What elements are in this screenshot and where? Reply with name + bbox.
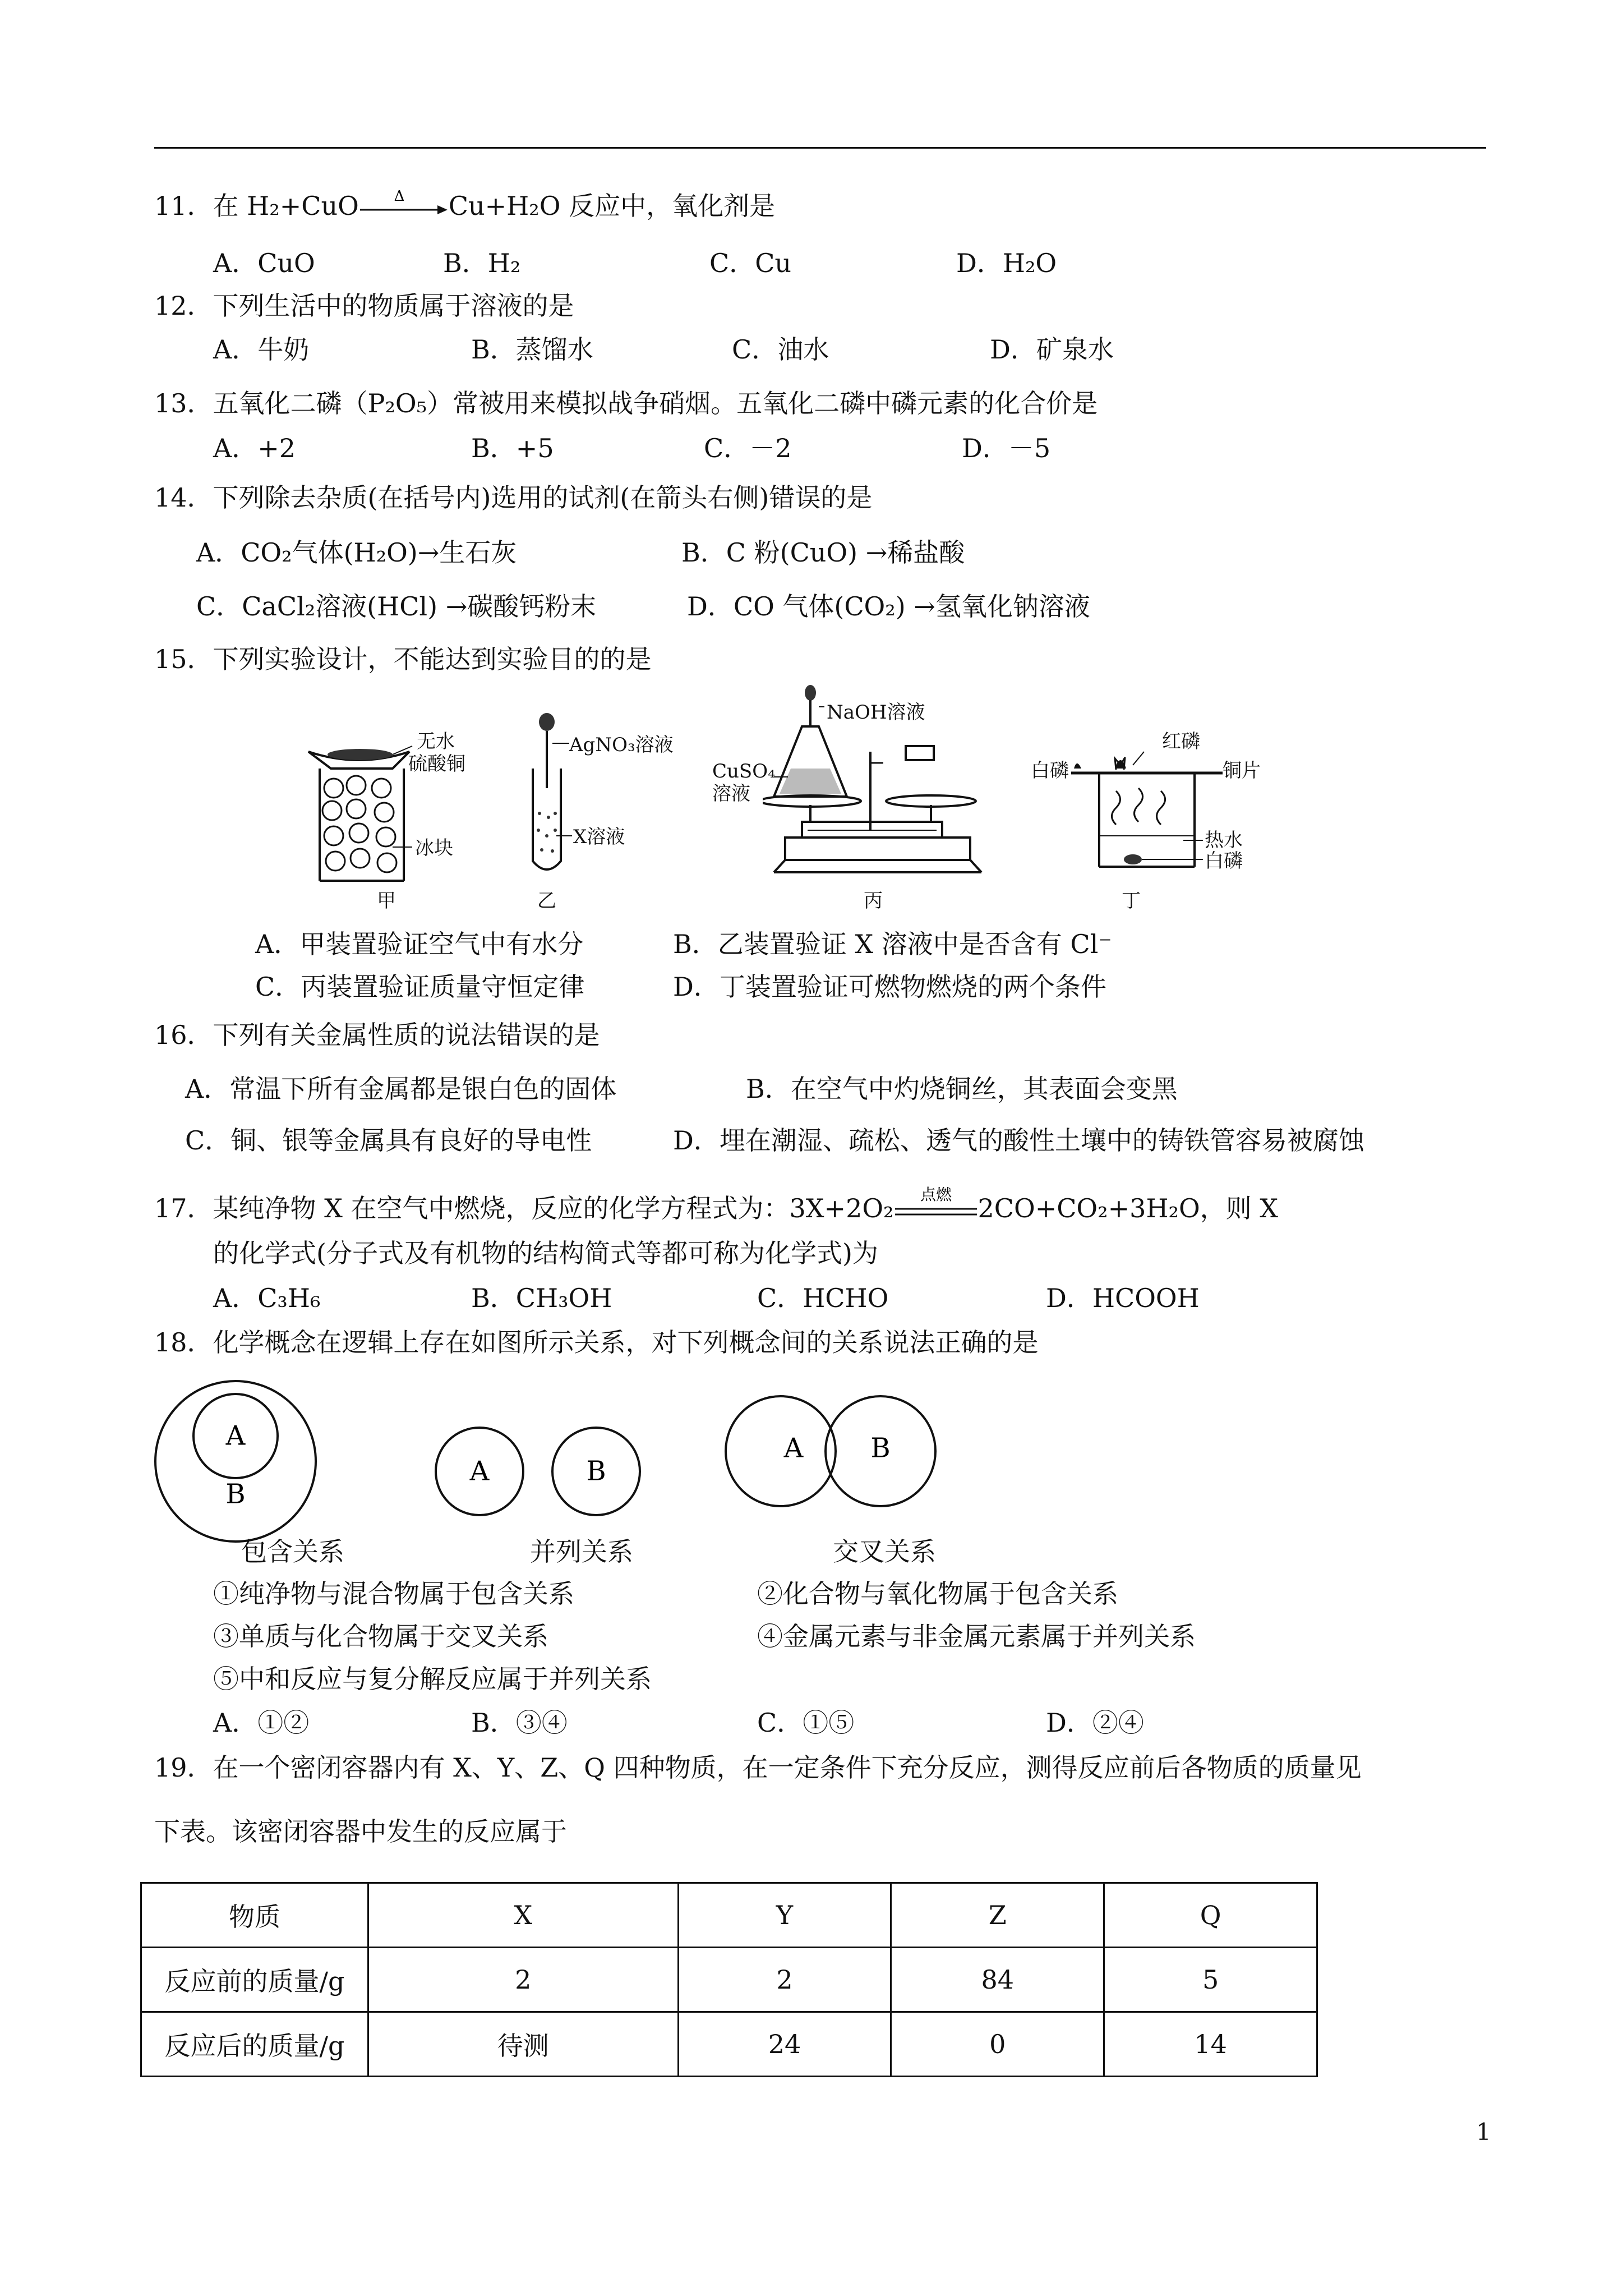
table-cell: 反应前的质量/g (141, 1948, 368, 2012)
q18-option-a: A．①② (213, 1708, 310, 1738)
mass-table (140, 1882, 1318, 2077)
jia-label-1: 无水 (417, 730, 455, 753)
q14-option-a: A．CO₂气体(H₂O)→生石灰 (196, 537, 517, 568)
q17-option-d: D．HCOOH (1046, 1283, 1200, 1313)
q15-option-d: D．丁装置验证可燃物燃烧的两个条件 (673, 972, 1106, 1002)
containing-label-b: B (225, 1478, 246, 1510)
table-cell: 2 (678, 1948, 891, 2012)
q18-statement-5: ⑤中和反应与复分解反应属于并列关系 (213, 1664, 652, 1694)
q17-reaction-sign (894, 1185, 978, 1219)
ding-label-2: 白磷 (1031, 760, 1069, 782)
q15-option-c: C．丙装置验证质量守恒定律 (255, 972, 585, 1002)
table-row (141, 2012, 1317, 2077)
table-cell: 84 (891, 1948, 1104, 2012)
q11-reaction-arrow (359, 188, 449, 217)
diagram-caption-containing: 包含关系 (241, 1536, 344, 1567)
q11-option-b: B．H₂ (443, 248, 521, 278)
q11-condition: Δ (394, 188, 405, 205)
ding-label-4: 热水 (1205, 829, 1243, 852)
q12-option-b: B．蒸馏水 (471, 334, 593, 365)
table-cell: 14 (1104, 2012, 1317, 2077)
table-header-cell: 物质 (141, 1883, 368, 1948)
question-11 (154, 190, 775, 222)
bing-label-1: NaOH溶液 (827, 701, 925, 724)
q14-option-c: C．CaCl₂溶液(HCl) →碳酸钙粉末 (196, 591, 597, 622)
question-15: 15．下列实验设计，不能达到实验目的的是 (154, 644, 652, 674)
q14-option-b: B．C 粉(CuO) →稀盐酸 (681, 537, 965, 568)
diagram-caption-intersect: 交叉关系 (833, 1536, 936, 1567)
q16-option-c: C．铜、银等金属具有良好的导电性 (185, 1125, 592, 1156)
q17-option-c: C．HCHO (757, 1283, 889, 1313)
intersect-circle-a (726, 1396, 836, 1506)
table-cell: 待测 (368, 2012, 679, 2077)
diagram-caption-parallel: 并列关系 (530, 1536, 633, 1567)
q17-text-after: 2CO+CO₂+3H₂O，则 X (978, 1193, 1279, 1223)
question-14: 14．下列除去杂质(在括号内)选用的试剂(在箭头右侧)错误的是 (154, 482, 873, 513)
q13-option-a: A．+2 (213, 433, 296, 463)
q17-line-2: 的化学式(分子式及有机物的结构简式等都可称为化学式)为 (213, 1238, 878, 1268)
q18-statement-1: ①纯净物与混合物属于包含关系 (213, 1579, 574, 1609)
intersect-label-b: B (870, 1432, 891, 1464)
q11-text-after: Cu+H₂O 反应中，氧化剂是 (448, 191, 776, 221)
jia-label-2: 硫酸铜 (408, 753, 465, 775)
q15-option-b: B．乙装置验证 X 溶液中是否含有 Cl⁻ (673, 929, 1112, 959)
table-cell: 2 (368, 1948, 679, 2012)
parallel-label-b: B (586, 1455, 606, 1487)
q17-option-a: A．C₃H₆ (213, 1283, 321, 1313)
q13-option-c: C．－2 (704, 433, 792, 463)
yi-label-2: X溶液 (573, 826, 625, 848)
q11-text-before: 在 H₂+CuO (213, 191, 359, 221)
table-header-cell: Y (678, 1883, 891, 1948)
q16-option-a: A．常温下所有金属都是银白色的固体 (185, 1074, 617, 1104)
concept-diagrams (151, 1377, 948, 1557)
question-19-line-2: 下表。该密闭容器中发生的反应属于 (154, 1816, 567, 1847)
table-header-cell: Q (1104, 1883, 1317, 1948)
q11-option-d: D．H₂O (956, 248, 1057, 278)
bing-caption: 丙 (864, 890, 883, 912)
q18-option-c: C．①⑤ (757, 1708, 855, 1738)
ding-label-1: 红磷 (1162, 730, 1200, 753)
bing-label-2: CuSO₄ (712, 760, 776, 783)
q11-option-a: A．CuO (213, 248, 315, 278)
q14-option-d: D．CO 气体(CO₂) →氢氧化钠溶液 (687, 591, 1090, 622)
jia-caption: 甲 (377, 890, 396, 912)
q12-option-a: A．牛奶 (213, 334, 310, 365)
apparatus-ding (1054, 729, 1234, 898)
question-17 (154, 1185, 1279, 1225)
yi-label-1: AgNO₃溶液 (569, 734, 674, 756)
table-cell: 24 (678, 2012, 891, 2077)
q18-option-b: B．③④ (471, 1708, 568, 1738)
q12-option-d: D．矿泉水 (990, 334, 1114, 365)
q18-statement-4: ④金属元素与非金属元素属于并列关系 (757, 1621, 1196, 1651)
q11-option-c: C．Cu (709, 248, 792, 278)
q17-condition: 点燃 (920, 1185, 952, 1204)
q13-option-b: B．+5 (471, 433, 554, 463)
table-header-cell: Z (891, 1883, 1104, 1948)
table-row (141, 1948, 1317, 2012)
containing-outer-circle (155, 1381, 316, 1542)
table-cell: 反应后的质量/g (141, 2012, 368, 2077)
ding-label-5: 白磷 (1205, 850, 1243, 872)
containing-label-a: A (225, 1420, 246, 1452)
bing-label-3: 溶液 (712, 783, 750, 805)
question-16: 16．下列有关金属性质的说法错误的是 (154, 1020, 600, 1050)
header-rule (154, 147, 1486, 149)
table-header-cell: X (368, 1883, 679, 1948)
ding-caption: 丁 (1122, 890, 1141, 912)
table-cell: 0 (891, 2012, 1104, 2077)
question-12: 12．下列生活中的物质属于溶液的是 (154, 291, 574, 321)
ding-label-3: 铜片 (1223, 760, 1261, 782)
q16-option-b: B．在空气中灼烧铜丝，其表面会变黑 (746, 1074, 1178, 1104)
question-18: 18．化学概念在逻辑上存在如图所示关系，对下列概念间的关系说法正确的是 (154, 1327, 1039, 1358)
q16-option-d: D．埋在潮湿、疏松、透气的酸性土壤中的铸铁管容易被腐蚀 (673, 1125, 1364, 1156)
q12-option-c: C．油水 (732, 334, 829, 365)
question-13: 13．五氧化二磷（P₂O₅）常被用来模拟战争硝烟。五氧化二磷中磷元素的化合价是 (154, 388, 1098, 418)
q11-number: 11． (154, 191, 213, 221)
q18-option-d: D．②④ (1046, 1708, 1144, 1738)
q17-option-b: B．CH₃OH (471, 1283, 612, 1313)
parallel-label-a: A (469, 1455, 490, 1487)
q15-option-a: A．甲装置验证空气中有水分 (255, 929, 584, 959)
table-header-row (141, 1883, 1317, 1948)
question-19-line-1: 19．在一个密闭容器内有 X、Y、Z、Q 四种物质，在一定条件下充分反应，测得反应前后各物质的质量见 (154, 1752, 1362, 1783)
q18-statement-3: ③单质与化合物属于交叉关系 (213, 1621, 548, 1651)
page-number: 1 (1476, 2118, 1491, 2146)
q18-statement-2: ②化合物与氧化物属于包含关系 (757, 1579, 1118, 1609)
jia-label-3: 冰块 (415, 837, 453, 859)
q17-text-before: 17．某纯净物 X 在空气中燃烧，反应的化学方程式为：3X+2O₂ (154, 1193, 894, 1223)
table-cell: 5 (1104, 1948, 1317, 2012)
q13-option-d: D．－5 (962, 433, 1051, 463)
yi-caption: 乙 (537, 890, 556, 912)
intersect-label-a: A (783, 1432, 804, 1464)
